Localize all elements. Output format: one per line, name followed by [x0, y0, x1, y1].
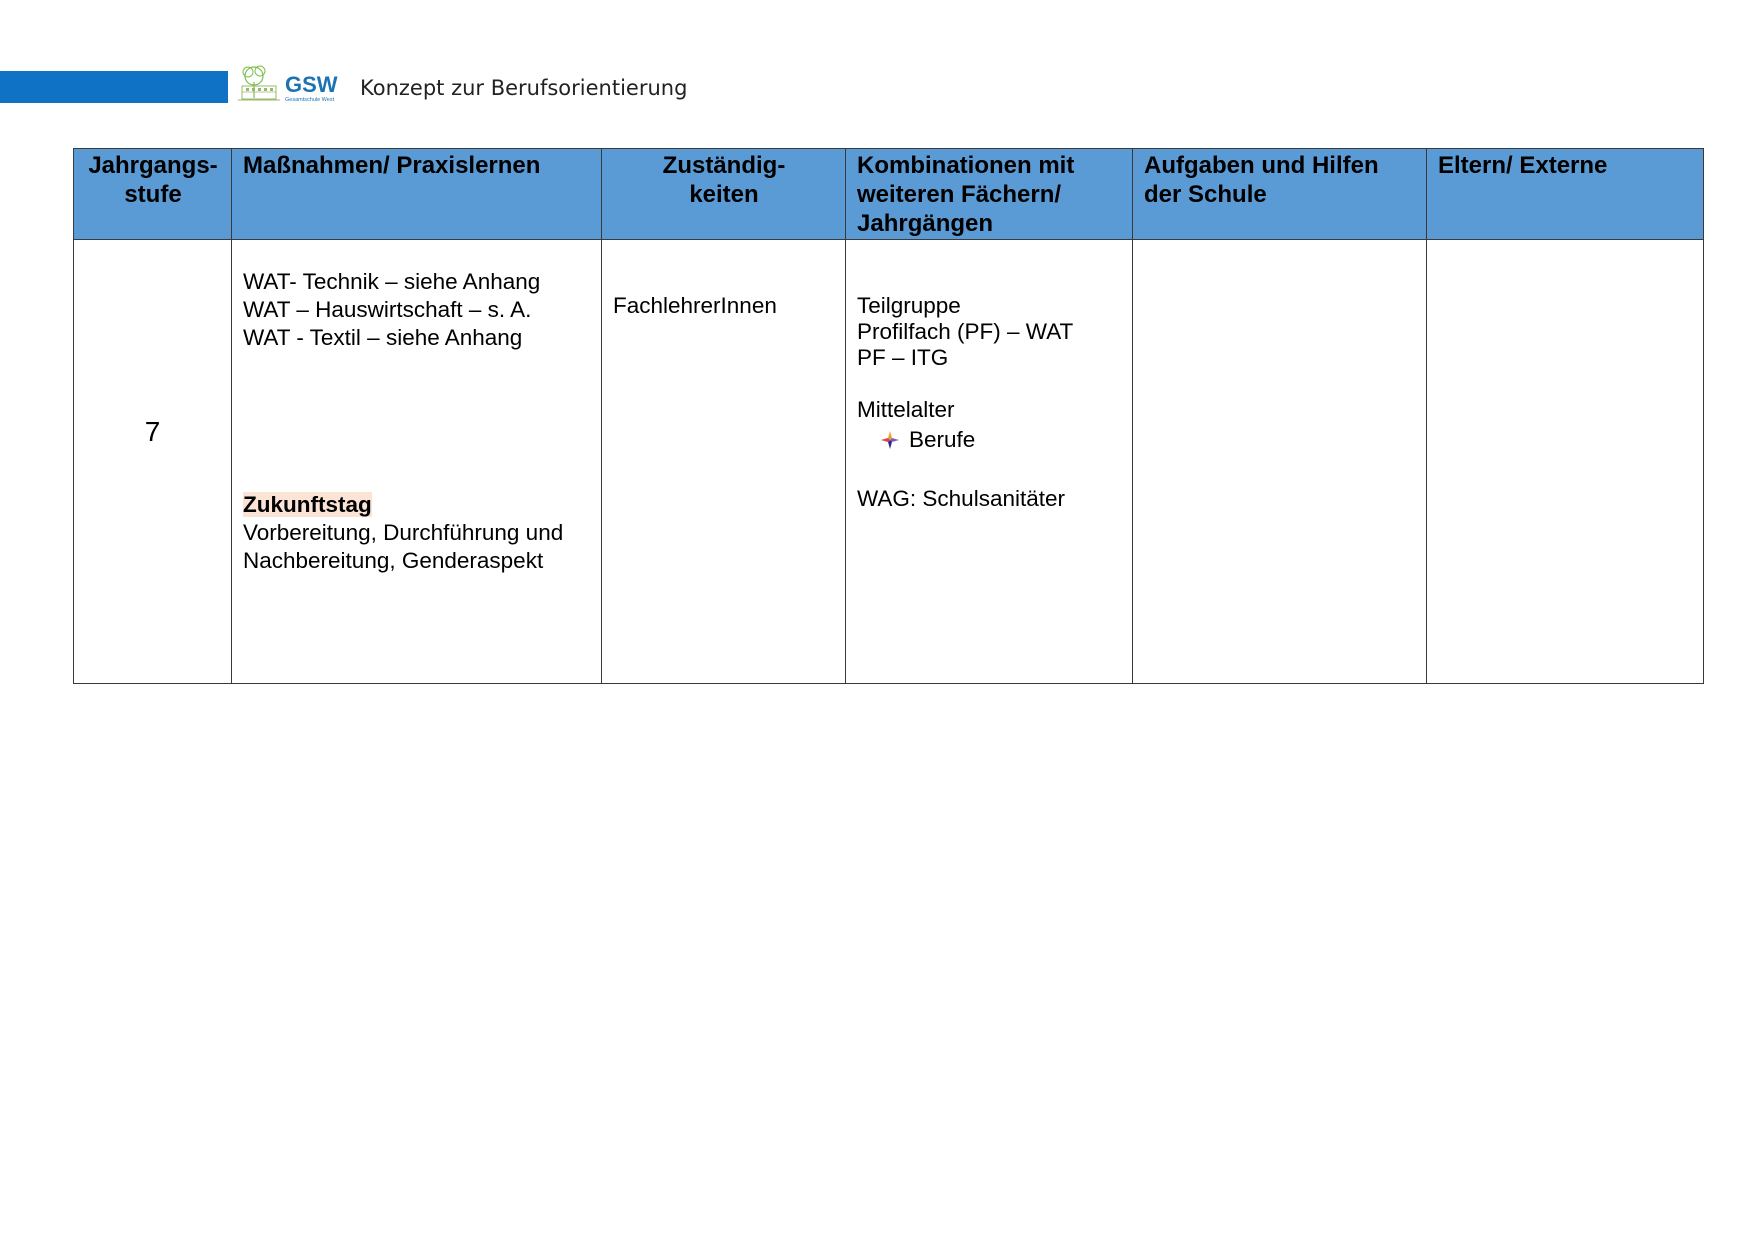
column-header-parents-external [1427, 149, 1704, 240]
logo-subtitle: Gesamtschule West [285, 97, 335, 103]
cell-parents-external [1427, 240, 1704, 684]
career-orientation-table [73, 148, 1704, 684]
column-header-school-tasks-line-2: der Schule [1144, 181, 1267, 208]
bullet-list-item [857, 427, 1122, 453]
column-header-responsibilities-line-1: Zuständig- [662, 152, 786, 179]
highlighted-heading-zukunftstag: Zukunftstag [243, 492, 372, 517]
column-header-measures [232, 149, 602, 240]
cell-school-tasks [1133, 240, 1427, 684]
combination-item: WAG: Schulsanitäter [857, 486, 1065, 511]
column-header-combinations-line-3: Jahrgängen [857, 210, 994, 237]
combination-item: PF – ITG [857, 345, 949, 370]
cell-combinations [846, 240, 1133, 684]
column-header-combinations [846, 149, 1133, 240]
table-header-row [74, 149, 1704, 240]
bullet-text: Berufe [909, 427, 976, 452]
combination-item: Mittelalter [857, 397, 955, 422]
column-header-combinations-line-2: weiteren Fächern/ [857, 181, 1062, 208]
column-header-school-tasks [1133, 149, 1427, 240]
column-header-responsibilities [602, 149, 846, 240]
cell-responsibilities [602, 240, 846, 684]
column-header-combinations-line-1: Kombinationen mit [857, 152, 1075, 179]
combination-item: Profilfach (PF) – WAT [857, 319, 1074, 344]
arrow-bullet-icon [879, 429, 901, 451]
responsible-value: FachlehrerInnen [613, 293, 777, 318]
column-header-year-line-2: stufe [124, 181, 182, 208]
column-header-year-line-1: Jahrgangs- [88, 152, 218, 179]
measure-item: WAT – Hauswirtschaft – s. A. [243, 297, 532, 322]
logo-name: GSW [285, 72, 338, 97]
measure-item: Vorbereitung, Durchführung und [243, 520, 564, 545]
measure-item: WAT - Textil – siehe Anhang [243, 325, 523, 350]
column-header-measures-line-1: Maßnahmen/ Praxislernen [243, 152, 541, 179]
column-header-school-tasks-line-1: Aufgaben und Hilfen [1144, 152, 1379, 179]
combination-item: Teilgruppe [857, 293, 961, 318]
school-building-icon [236, 62, 346, 108]
measure-item: WAT- Technik – siehe Anhang [243, 269, 541, 294]
column-header-responsibilities-line-2: keiten [689, 181, 759, 208]
school-logo [236, 62, 346, 108]
column-header-year [74, 149, 232, 240]
cell-measures [232, 240, 602, 684]
table-row [74, 240, 1704, 684]
year-value: 7 [144, 415, 161, 447]
measure-item: Nachbereitung, Genderaspekt [243, 548, 544, 573]
column-header-parents-external-line-1: Eltern/ Externe [1438, 152, 1608, 179]
header-accent-bar [0, 71, 228, 103]
cell-year [74, 240, 232, 684]
document-title: Konzept zur Berufsorientierung [360, 76, 688, 100]
